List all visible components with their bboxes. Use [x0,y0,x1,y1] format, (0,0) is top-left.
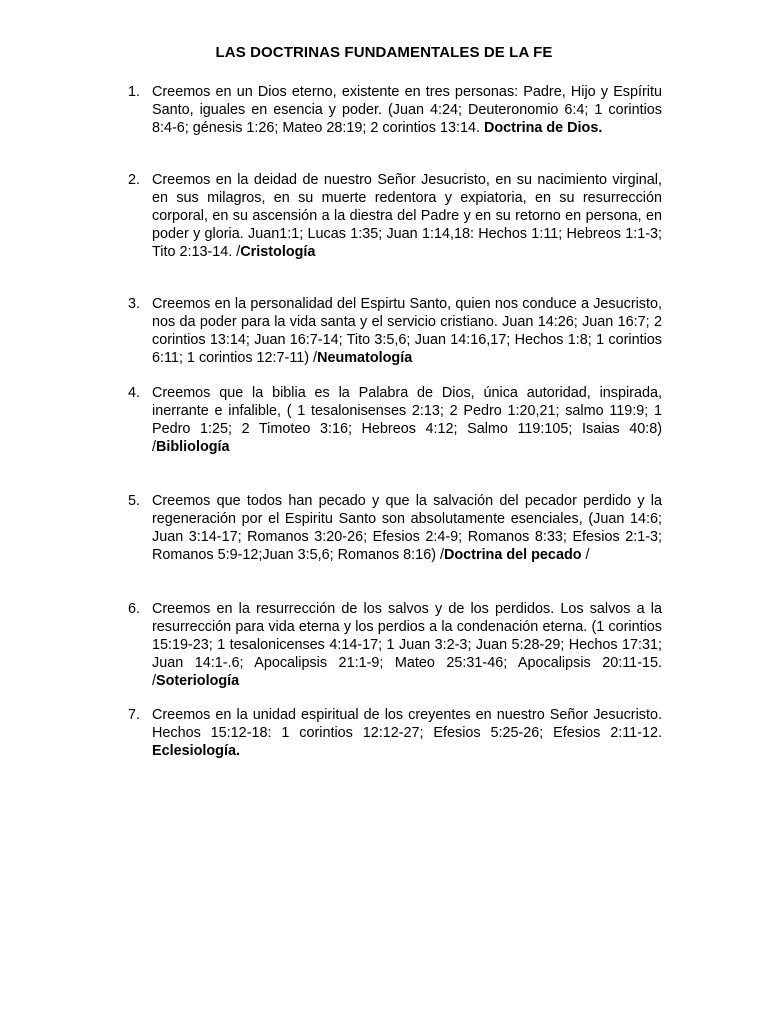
item-body: Creemos en la unidad espiritual de los creyentes en nuestro Señor Jesucristo. Hechos 15:12-18: 1 corintios 12:12-27; Efesios 5:25-26; Efesios 2:11-12. [152,707,662,742]
doctrine-tag: Bibliología [156,439,230,456]
item-number: 3. [128,296,141,312]
item-text [152,492,662,564]
item-number: 5. [128,493,141,509]
doctrine-tag: Soteriología [156,673,240,690]
item-text [152,83,662,137]
item-number: 1. [128,84,141,100]
item-suffix: / [581,547,590,564]
item-text [152,600,662,690]
item-body: Creemos que la biblia es la Palabra de Dios, única autoridad, inspirada, inerrante e infalible, ( 1 tesalonisenses 2:13; 2 Pedro 1:20,21; salmo 119:9; 1 Pedro 1:25; 2 Timoteo 3:16; Hebreos 4:12; Salmo 119:105; Isaias 40:8) / [152,385,662,456]
doctrine-tag: Cristología [240,244,316,261]
item-number: 4. [128,385,141,401]
item-text [152,171,662,261]
item-body: Creemos que todos han pecado y que la salvación del pecador perdido y la regeneración por el Espiritu Santo son absolutamente esenciales, (Juan 14:6; Juan 3:14-17; Romanos 3:20-26; Efesios 2:4-9; Romanos 8:33; Efesios 2:1-3; Romanos 5:9-12;Juan 3:5,6; Romanos 8:16) / [152,493,662,564]
item-text [152,384,662,456]
doctrine-tag: Doctrina del pecado [443,547,582,564]
item-text [152,295,662,367]
item-body: Creemos en la resurrección de los salvos y de los perdidos. Los salvos a la resurrección para vida eterna y los perdios a la condenación eterna. (1 corintios 15:19-23; 1 tesalonicenses 4:14-17; 1 Juan 3:2-3; Juan 5:28-29; Hechos 17:31; Juan 14:1-.6; Apocalipsis 21:1-9; Mateo 25:31-46; Apocalipsis 20:11-15. / [152,601,662,690]
document-title: LAS DOCTRINAS FUNDAMENTALES DE LA FE [215,44,553,61]
doctrine-tag: Doctrina de Dios. [484,120,603,137]
item-number: 7. [128,707,141,723]
doctrine-tag: Neumatología [317,350,413,367]
doctrine-tag: Eclesiología. [152,743,240,760]
item-body: Creemos en un Dios eterno, existente en tres personas: Padre, Hijo y Espíritu Santo, iguales en esencia y poder. (Juan 4:24; Deuteronomio 6:4; 1 corintios 8:4-6; génesis 1:26; Mateo 28:19; 2 corintios 13:14. [152,84,662,137]
item-body: Creemos en la deidad de nuestro Señor Jesucristo, en su nacimiento virginal, en sus milagros, en su muerte redentora y expiatoria, en su resurrección corporal, en su ascensión a la diestra del Padre y en su retorno en persona, en poder y gloria. Juan1:1; Lucas 1:35; Juan 1:14,18: Hechos 1:11; Hebreos 1:1-3; Tito 2:13-14. / [152,172,662,261]
item-body: Creemos en la personalidad del Espirtu Santo, quien nos conduce a Jesucristo, nos da poder para la vida santa y el servicio cristiano. Juan 14:26; Juan 16:7; 2 corintios 13:14; Juan 16:7-14; Tito 3:5,6; Juan 14:16,17; Hechos 1:8; 1 corintios 6:11; 1 corintios 12:7-11) / [152,296,662,367]
item-number: 2. [128,172,141,188]
item-number: 6. [128,601,141,617]
item-text [152,706,662,760]
